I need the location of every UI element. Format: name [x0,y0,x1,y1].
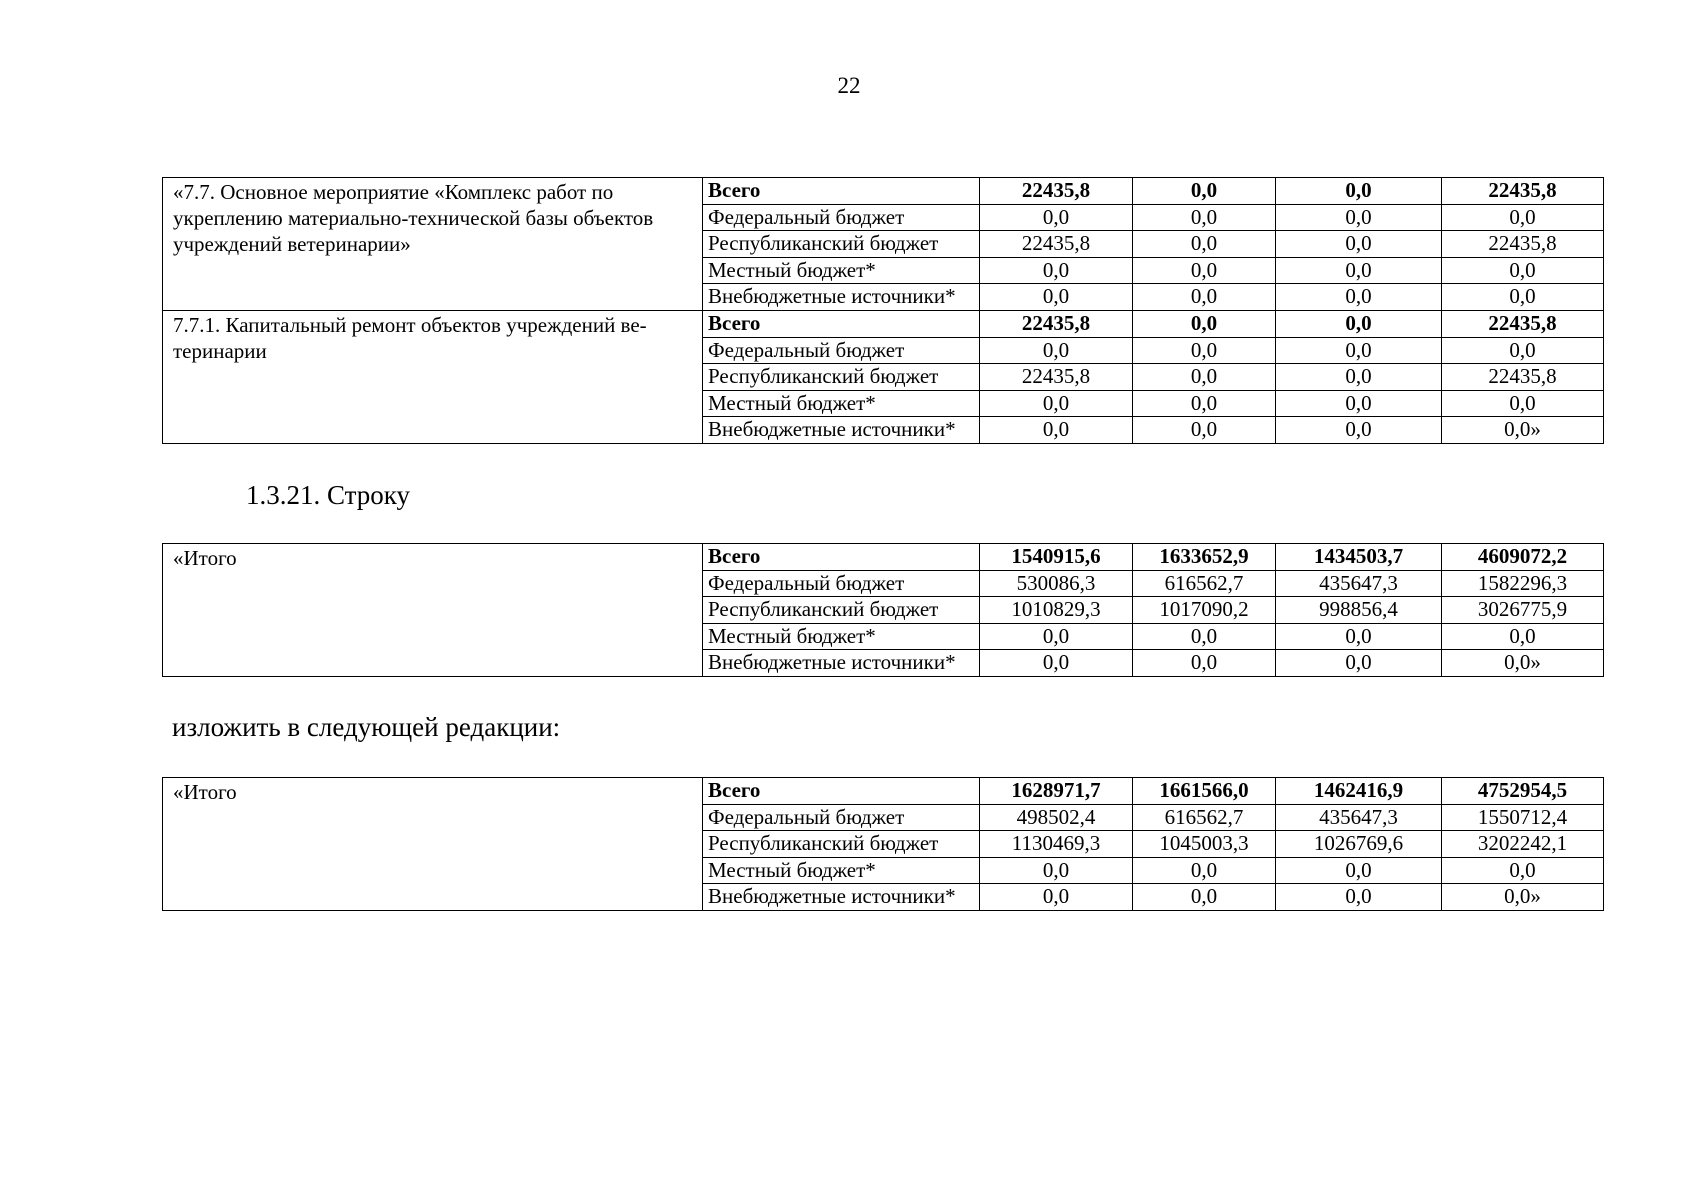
source-label: Федеральный бюджет [703,570,980,597]
value-cell: 0,0 [1133,178,1276,205]
value-cell: 4752954,5 [1442,778,1604,805]
source-label: Местный бюджет* [703,623,980,650]
value-cell: 1661566,0 [1133,778,1276,805]
value-cell: 0,0 [1276,178,1442,205]
source-label: Всего [703,178,980,205]
value-cell: 4609072,2 [1442,544,1604,571]
value-cell: 0,0 [980,337,1133,364]
value-cell: 0,0 [1276,204,1442,231]
value-cell: 0,0 [980,623,1133,650]
value-cell: 22435,8 [1442,231,1604,258]
value-cell: 0,0 [1133,310,1276,337]
value-cell: 0,0 [1276,231,1442,258]
value-cell: 0,0 [1276,857,1442,884]
value-cell: 0,0 [1133,390,1276,417]
value-cell: 998856,4 [1276,597,1442,624]
source-label: Всего [703,310,980,337]
source-label: Республиканский бюджет [703,831,980,858]
value-cell: 3202242,1 [1442,831,1604,858]
row-description: «7.7. Основное мероприятие «Комплекс работ по укреплению материально-технической базы объектов учреждений ветеринарии» [163,178,703,311]
value-cell: 22435,8 [1442,310,1604,337]
section-heading: 1.3.21. Строку [246,480,411,510]
value-cell: 0,0 [980,390,1133,417]
value-cell: 0,0 [980,257,1133,284]
table-row [163,310,1604,337]
source-label: Местный бюджет* [703,257,980,284]
source-label: Федеральный бюджет [703,337,980,364]
value-cell: 0,0 [1133,650,1276,677]
value-cell: 0,0 [1133,337,1276,364]
value-cell: 0,0 [1442,857,1604,884]
value-cell: 22435,8 [980,310,1133,337]
value-cell: 0,0 [1276,417,1442,444]
value-cell: 0,0 [1276,310,1442,337]
value-cell: 0,0 [1133,231,1276,258]
value-cell: 0,0 [1133,417,1276,444]
row-description: «Итого [163,778,703,911]
table-measure-7-7 [162,177,1604,444]
value-cell: 1633652,9 [1133,544,1276,571]
value-cell: 0,0 [1133,364,1276,391]
value-cell: 1026769,6 [1276,831,1442,858]
value-cell: 0,0 [980,857,1133,884]
value-cell: 0,0 [980,417,1133,444]
value-cell: 1130469,3 [980,831,1133,858]
source-label: Республиканский бюджет [703,597,980,624]
value-cell: 0,0» [1442,884,1604,911]
value-cell: 0,0 [1133,884,1276,911]
source-label: Внебюджетные источники* [703,417,980,444]
value-cell: 1045003,3 [1133,831,1276,858]
value-cell: 1434503,7 [1276,544,1442,571]
source-label: Внебюджетные источники* [703,884,980,911]
table-total-new [162,777,1604,911]
value-cell: 1628971,7 [980,778,1133,805]
source-label: Всего [703,544,980,571]
value-cell: 1550712,4 [1442,804,1604,831]
value-cell: 1010829,3 [980,597,1133,624]
value-cell: 435647,3 [1276,570,1442,597]
value-cell: 0,0 [980,650,1133,677]
row-description: «Итого [163,544,703,677]
source-label: Местный бюджет* [703,390,980,417]
value-cell: 3026775,9 [1442,597,1604,624]
value-cell: 1540915,6 [980,544,1133,571]
source-label: Республиканский бюджет [703,364,980,391]
value-cell: 0,0 [980,884,1133,911]
value-cell: 0,0 [1133,623,1276,650]
value-cell: 0,0 [1442,284,1604,311]
value-cell: 0,0 [1276,884,1442,911]
value-cell: 0,0» [1442,417,1604,444]
source-label: Республиканский бюджет [703,231,980,258]
value-cell: 22435,8 [1442,364,1604,391]
source-label: Внебюджетные источники* [703,650,980,677]
value-cell: 0,0 [1276,623,1442,650]
table-total-current [162,543,1604,677]
value-cell: 22435,8 [980,231,1133,258]
value-cell: 0,0 [980,204,1133,231]
value-cell: 616562,7 [1133,570,1276,597]
value-cell: 0,0 [1442,204,1604,231]
instruction-text: изложить в следующей редакции: [172,712,561,742]
value-cell: 1582296,3 [1442,570,1604,597]
source-label: Местный бюджет* [703,857,980,884]
value-cell: 435647,3 [1276,804,1442,831]
value-cell: 0,0 [1276,337,1442,364]
value-cell: 0,0 [1276,650,1442,677]
value-cell: 0,0 [1276,257,1442,284]
value-cell: 0,0 [1442,390,1604,417]
value-cell: 0,0 [1442,257,1604,284]
source-label: Федеральный бюджет [703,804,980,831]
value-cell: 0,0 [980,284,1133,311]
value-cell: 0,0 [1442,337,1604,364]
value-cell: 22435,8 [980,364,1133,391]
value-cell: 0,0 [1276,284,1442,311]
table-row [163,178,1604,205]
row-description: 7.7.1. Капитальный ремонт объектов учреждений ве-теринарии [163,310,703,443]
table-row [163,778,1604,805]
value-cell: 0,0 [1442,623,1604,650]
value-cell: 530086,3 [980,570,1133,597]
value-cell: 1462416,9 [1276,778,1442,805]
source-label: Федеральный бюджет [703,204,980,231]
value-cell: 1017090,2 [1133,597,1276,624]
value-cell: 22435,8 [980,178,1133,205]
value-cell: 616562,7 [1133,804,1276,831]
page-number: 22 [837,73,861,98]
value-cell: 0,0 [1133,284,1276,311]
value-cell: 498502,4 [980,804,1133,831]
value-cell: 0,0 [1276,364,1442,391]
source-label: Внебюджетные источники* [703,284,980,311]
source-label: Всего [703,778,980,805]
value-cell: 0,0» [1442,650,1604,677]
value-cell: 0,0 [1133,204,1276,231]
value-cell: 0,0 [1133,257,1276,284]
value-cell: 0,0 [1276,390,1442,417]
table-row [163,544,1604,571]
value-cell: 22435,8 [1442,178,1604,205]
value-cell: 0,0 [1133,857,1276,884]
